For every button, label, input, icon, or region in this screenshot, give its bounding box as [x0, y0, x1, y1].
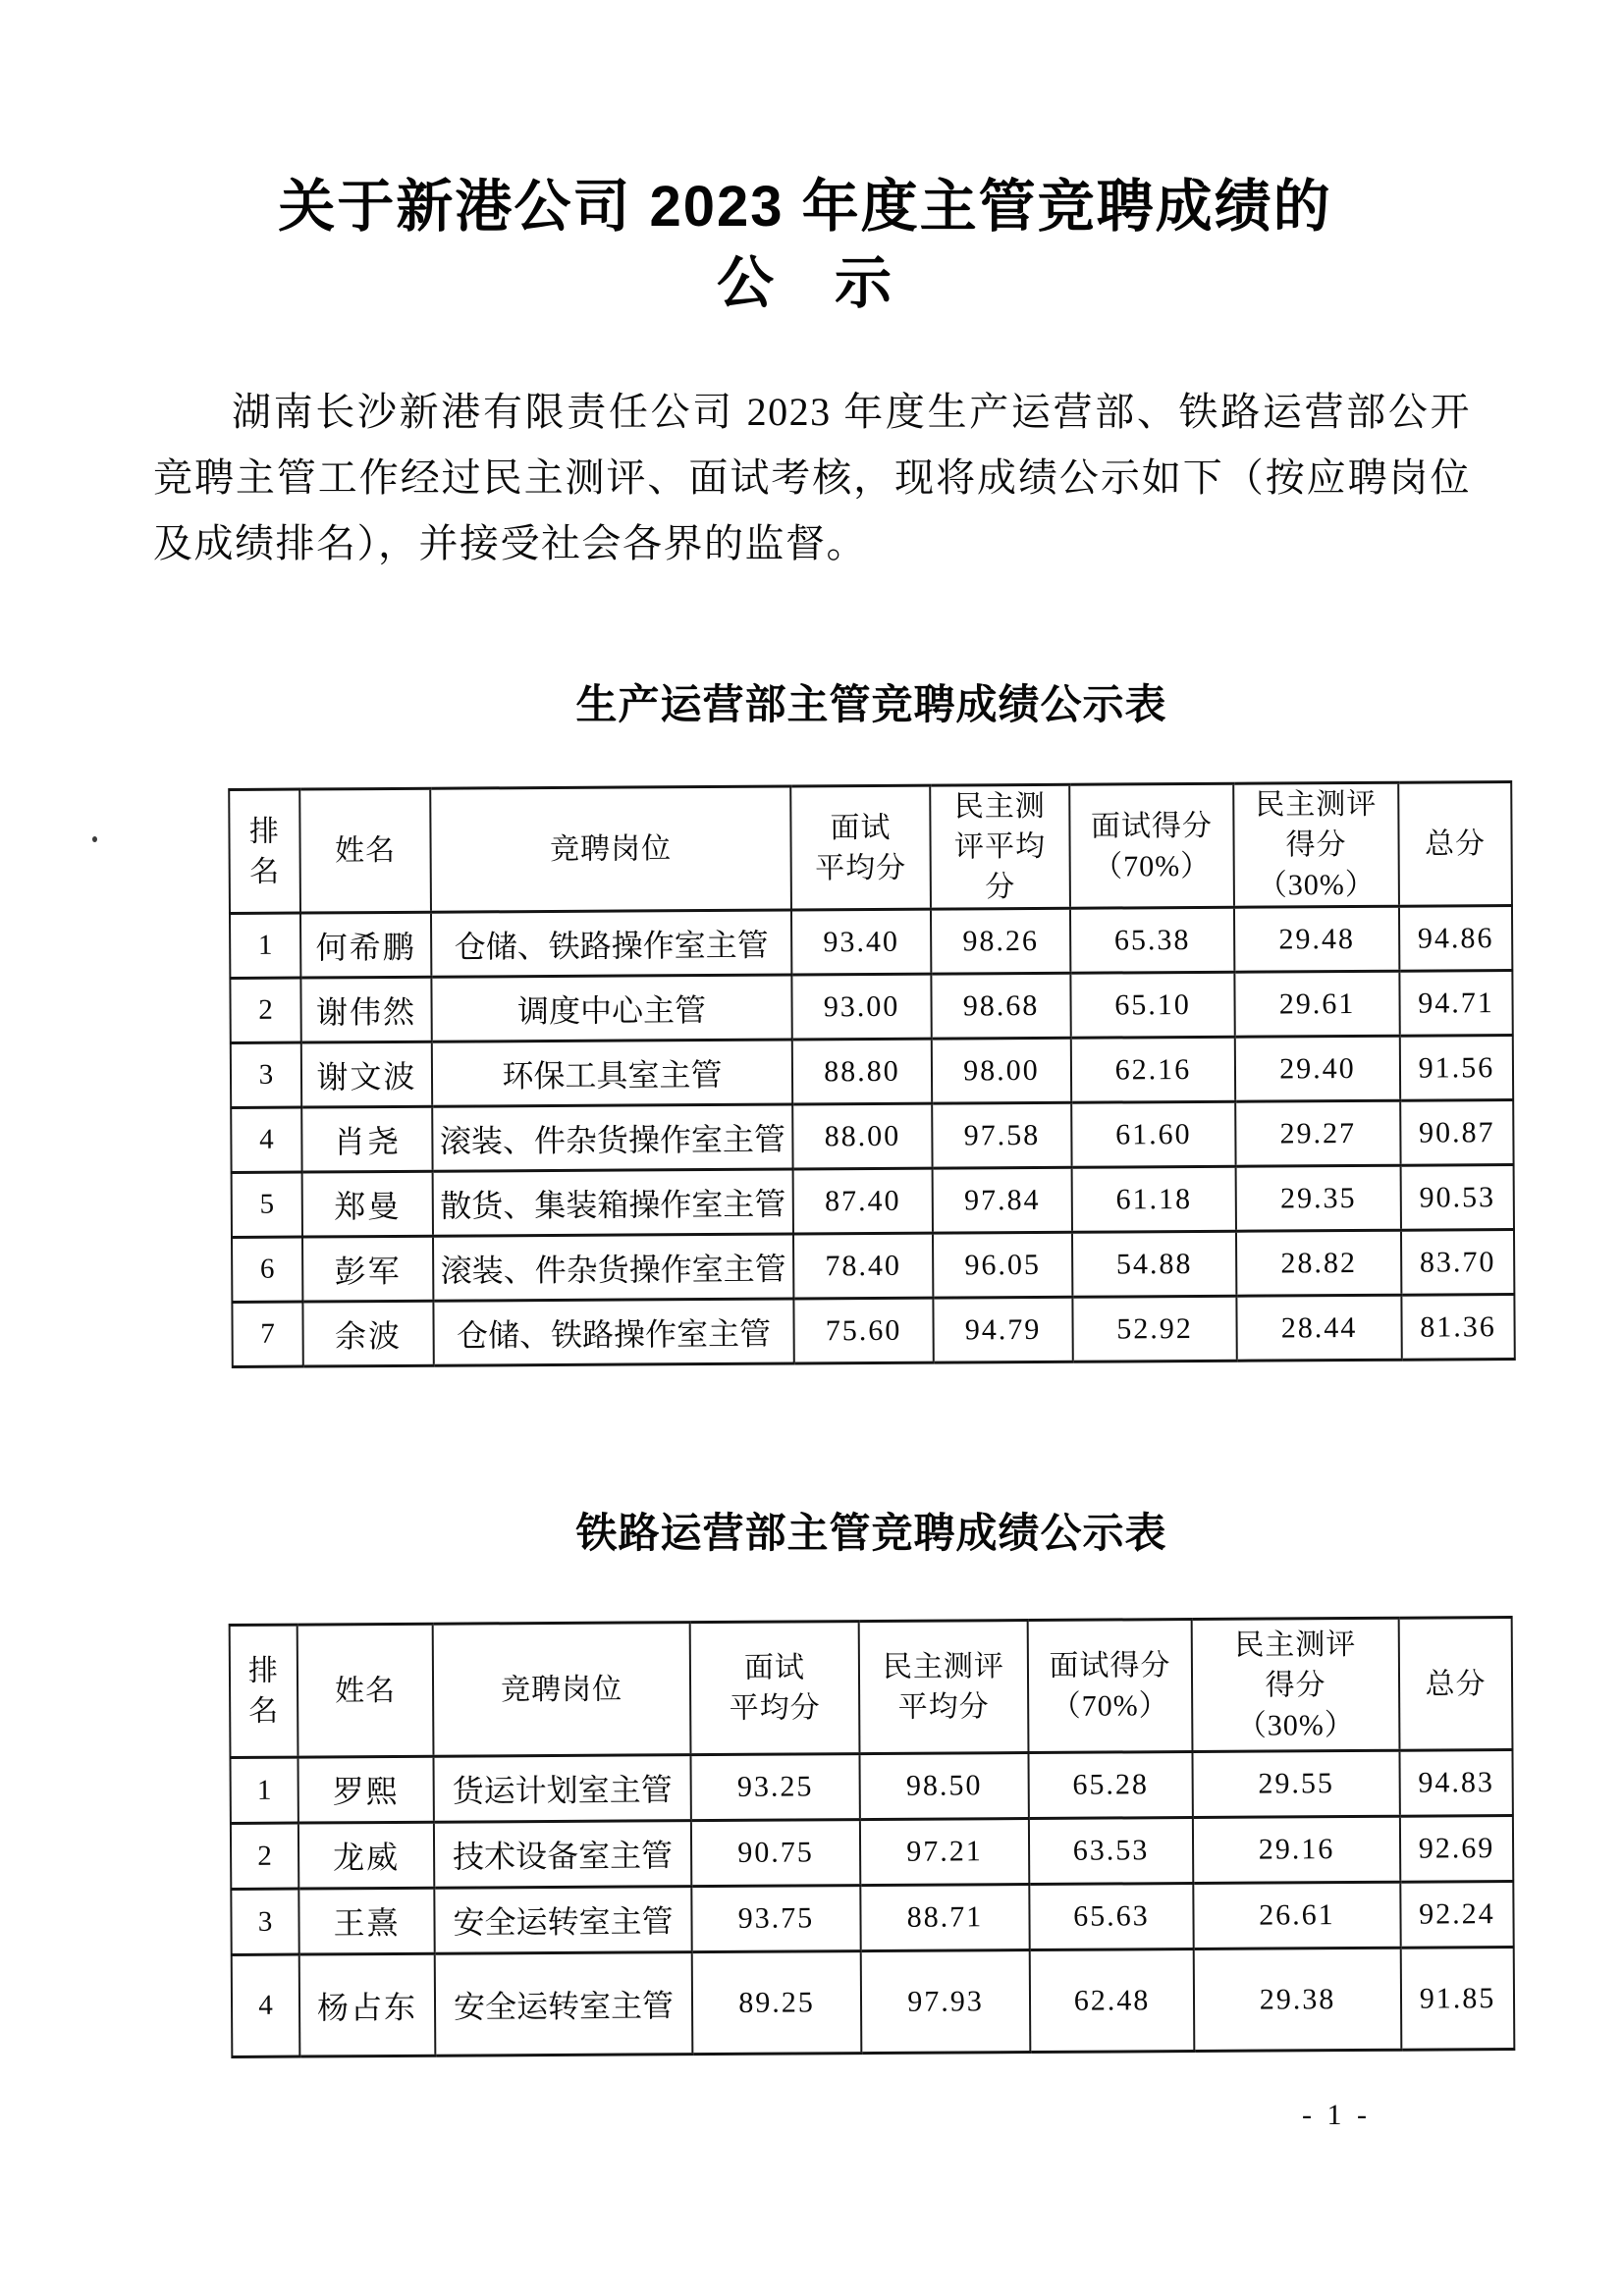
democratic-score-cell: 29.55: [1192, 1750, 1399, 1817]
table-row: [231, 1816, 1513, 1890]
t1-header-democratic-score: 民主测评 得分 （30%）: [1233, 782, 1399, 907]
position-cell: 调度中心主管: [431, 975, 791, 1041]
name-cell: 余波: [302, 1301, 433, 1366]
democratic-avg-cell: 97.21: [860, 1819, 1029, 1886]
interview-score-cell: 65.10: [1070, 972, 1234, 1038]
interview-score-cell: 54.88: [1072, 1231, 1236, 1297]
table-row: [230, 971, 1512, 1043]
interview-avg-cell: 89.25: [692, 1951, 862, 2055]
t2-header-name: 姓名: [298, 1624, 434, 1757]
interview-score-cell: 62.16: [1071, 1037, 1235, 1102]
position-cell: 技术设备室主管: [434, 1821, 691, 1889]
total-score-cell: 83.70: [1401, 1230, 1514, 1296]
t2-header-rank: 排 名: [230, 1625, 298, 1757]
name-cell: 谢文波: [301, 1041, 432, 1107]
name-cell: 杨占东: [299, 1953, 436, 2056]
t2-header-democratic-score: 民主测评 得分 （30%）: [1192, 1618, 1400, 1751]
total-score-cell: 91.56: [1400, 1036, 1513, 1101]
rank-cell: 7: [232, 1302, 302, 1366]
rank-cell: 1: [230, 913, 300, 978]
democratic-score-cell: 29.40: [1235, 1036, 1400, 1101]
table-row: [232, 1165, 1514, 1238]
interview-avg-cell: 93.40: [791, 909, 931, 975]
interview-avg-cell: 93.25: [690, 1754, 859, 1821]
table-header-row: [229, 782, 1512, 914]
document-title: [20, 169, 1591, 322]
democratic-avg-cell: 97.84: [933, 1167, 1072, 1233]
democratic-score-cell: 28.44: [1236, 1295, 1401, 1361]
rank-cell: 1: [230, 1757, 298, 1823]
table-row: [232, 1948, 1515, 2057]
production-dept-score-table: [228, 780, 1516, 1368]
t2-header-position: 竞聘岗位: [433, 1623, 691, 1757]
interview-score-cell: 65.28: [1028, 1752, 1192, 1819]
table-row: [232, 1230, 1514, 1303]
t1-header-name: 姓名: [299, 788, 431, 913]
democratic-avg-cell: 96.05: [933, 1232, 1072, 1298]
position-cell: 货运计划室主管: [433, 1755, 690, 1823]
t1-header-position: 竞聘岗位: [430, 786, 791, 912]
democratic-score-cell: 29.48: [1234, 906, 1399, 972]
t1-header-interview-avg: 面试 平均分: [790, 785, 931, 910]
democratic-score-cell: 29.16: [1193, 1816, 1400, 1883]
position-cell: 仓储、铁路操作室主管: [431, 910, 791, 977]
table-row: [230, 1750, 1512, 1824]
total-score-cell: 92.69: [1400, 1816, 1513, 1883]
democratic-avg-cell: 88.71: [860, 1885, 1029, 1951]
democratic-score-cell: 29.27: [1235, 1100, 1400, 1166]
interview-avg-cell: 78.40: [793, 1233, 933, 1299]
interview-score-cell: 52.92: [1072, 1296, 1236, 1362]
rank-cell: 4: [232, 1954, 300, 2056]
interview-score-cell: 62.48: [1030, 1949, 1195, 2053]
t2-header-democratic-avg: 民主测评 平均分: [859, 1621, 1029, 1754]
democratic-score-cell: 26.61: [1193, 1882, 1400, 1949]
interview-avg-cell: 88.00: [792, 1103, 932, 1169]
name-cell: 谢伟然: [300, 977, 431, 1042]
position-cell: 滚装、件杂货操作室主管: [433, 1234, 793, 1301]
total-score-cell: 92.24: [1400, 1882, 1513, 1949]
table-row: [231, 1036, 1513, 1108]
table-row: [231, 1100, 1513, 1173]
democratic-score-cell: 29.35: [1236, 1165, 1401, 1231]
democratic-avg-cell: 98.68: [931, 973, 1070, 1039]
interview-avg-cell: 93.00: [791, 974, 931, 1040]
total-score-cell: 90.87: [1400, 1100, 1513, 1166]
total-score-cell: 94.71: [1399, 971, 1512, 1037]
name-cell: 彭军: [302, 1236, 433, 1302]
t2-header-interview-avg: 面试 平均分: [690, 1622, 860, 1755]
name-cell: 肖尧: [301, 1106, 432, 1172]
total-score-cell: 94.86: [1399, 906, 1512, 972]
table-row: [231, 1882, 1513, 1955]
interview-score-cell: 63.53: [1029, 1818, 1193, 1885]
name-cell: 龙威: [298, 1822, 434, 1889]
interview-avg-cell: 93.75: [691, 1886, 860, 1952]
document-title-line2: 公 示: [716, 251, 893, 315]
interview-avg-cell: 88.80: [792, 1039, 932, 1104]
rank-cell: 3: [231, 1042, 301, 1107]
democratic-score-cell: 29.61: [1234, 971, 1399, 1037]
document-title-line1: 关于新港公司 2023 年度主管竞聘成绩的: [278, 175, 1332, 239]
interview-score-cell: 61.60: [1071, 1101, 1235, 1167]
table2-title: 铁路运营部主管竞聘成绩公示表: [575, 1510, 1167, 1556]
railway-dept-score-table: [229, 1616, 1516, 2058]
rank-cell: 3: [231, 1889, 298, 1954]
name-cell: 罗熙: [298, 1756, 433, 1823]
position-cell: 滚装、件杂货操作室主管: [432, 1104, 792, 1171]
rank-cell: 6: [232, 1237, 302, 1302]
position-cell: 仓储、铁路操作室主管: [433, 1299, 793, 1365]
total-score-cell: 91.85: [1401, 1948, 1515, 2051]
democratic-avg-cell: 97.58: [932, 1102, 1071, 1168]
position-cell: 散货、集装箱操作室主管: [433, 1169, 793, 1236]
position-cell: 安全运转室主管: [434, 1887, 691, 1954]
rank-cell: 2: [231, 1823, 298, 1889]
rank-cell: 2: [230, 978, 300, 1042]
democratic-avg-cell: 98.00: [932, 1038, 1071, 1103]
t1-header-total: 总分: [1398, 782, 1512, 907]
democratic-avg-cell: 98.26: [931, 908, 1070, 974]
democratic-avg-cell: 98.50: [859, 1753, 1028, 1820]
total-score-cell: 81.36: [1401, 1295, 1514, 1361]
total-score-cell: 94.83: [1399, 1750, 1512, 1817]
table-row: [230, 906, 1512, 979]
interview-avg-cell: 90.75: [691, 1820, 860, 1887]
table1-title: 生产运营部主管竞聘成绩公示表: [575, 681, 1167, 727]
interview-score-cell: 65.38: [1070, 907, 1234, 973]
intro-paragraph: 湖南长沙新港有限责任公司 2023 年度生产运营部、铁路运营部公开竞聘主管工作经过民主测评、面试考核，现将成绩公示如下（按应聘岗位及成绩排名），并接受社会各界的监督。: [153, 390, 1471, 565]
t2-header-interview-score: 面试得分 （70%）: [1028, 1620, 1193, 1753]
interview-avg-cell: 75.60: [793, 1298, 933, 1363]
page-number: - 1 -: [1302, 2099, 1371, 2131]
interview-avg-cell: 87.40: [793, 1168, 933, 1234]
democratic-score-cell: 29.38: [1194, 1948, 1402, 2051]
democratic-avg-cell: 94.79: [933, 1297, 1072, 1362]
t1-header-democratic-avg: 民主测 评平均 分: [930, 784, 1070, 909]
democratic-avg-cell: 97.93: [861, 1950, 1031, 2054]
t1-header-rank: 排 名: [229, 789, 300, 913]
t2-header-total: 总分: [1399, 1618, 1513, 1751]
total-score-cell: 90.53: [1401, 1165, 1514, 1231]
table-row: [232, 1295, 1514, 1367]
democratic-score-cell: 28.82: [1236, 1230, 1401, 1296]
name-cell: 郑曼: [302, 1171, 433, 1237]
interview-score-cell: 65.63: [1029, 1884, 1193, 1950]
table-header-row: [230, 1618, 1513, 1758]
rank-cell: 4: [231, 1107, 301, 1172]
interview-score-cell: 61.18: [1072, 1166, 1236, 1232]
scan-artifact-dot: [92, 836, 97, 842]
name-cell: 何希鹏: [300, 912, 431, 978]
position-cell: 环保工具室主管: [432, 1040, 792, 1106]
name-cell: 王熹: [298, 1888, 434, 1954]
rank-cell: 5: [232, 1172, 302, 1237]
t1-header-interview-score: 面试得分 （70%）: [1069, 783, 1234, 908]
position-cell: 安全运转室主管: [435, 1952, 693, 2056]
